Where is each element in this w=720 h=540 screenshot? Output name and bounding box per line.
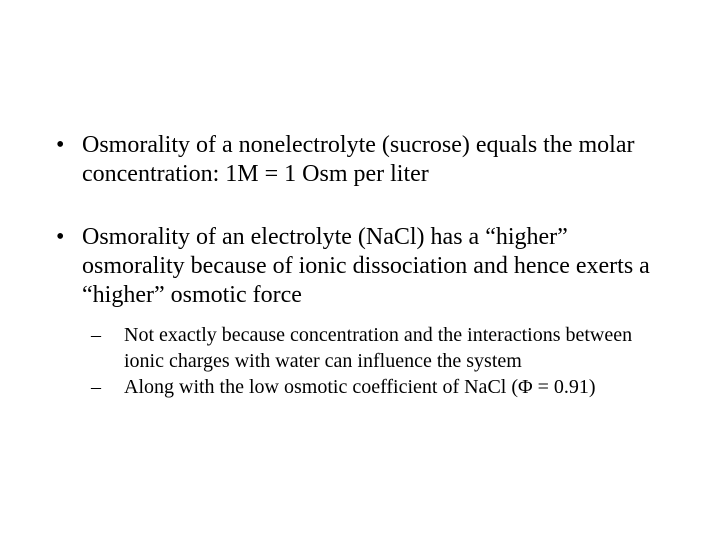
bullet-marker: • (56, 224, 65, 250)
sub-bullet-item-osmotic-coefficient (91, 374, 654, 400)
bullet-text: Osmorality of a nonelectrolyte (sucrose) equals the molar concentration: 1M = 1 Osm per liter (82, 132, 635, 187)
sub-bullet-marker: – (91, 324, 101, 346)
sub-bullet-marker: – (91, 376, 101, 398)
sub-bullet-text: Not exactly because concentration and the interactions between ionic charges with water can influence the system (124, 324, 633, 372)
bullet-item-nonelectrolyte (56, 131, 666, 189)
bullet-marker: • (56, 132, 65, 158)
bullet-item-electrolyte (56, 223, 666, 400)
sub-bullet-item-not-exactly (91, 322, 654, 374)
bullet-text: Osmorality of an electrolyte (NaCl) has a “higher” osmorality because of ionic dissociation and hence exerts a “higher” osmotic force (82, 224, 650, 308)
sub-bullet-text: Along with the low osmotic coefficient of NaCl (Φ = 0.91) (124, 376, 596, 398)
sub-bullet-list (82, 322, 666, 400)
bullet-list (56, 131, 666, 434)
